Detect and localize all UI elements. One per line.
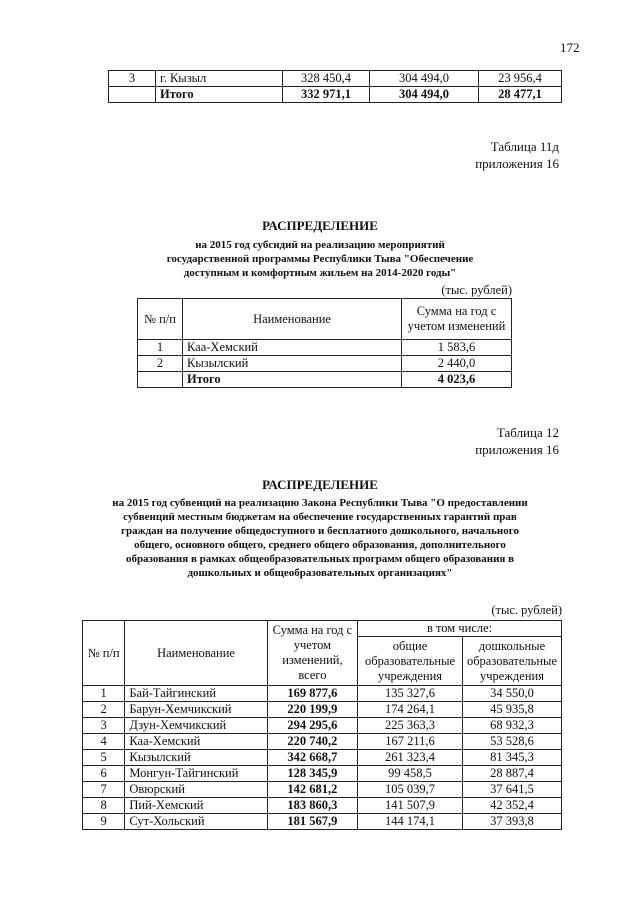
row-name: Каа-Хемский: [125, 734, 267, 750]
table-row: [83, 686, 562, 702]
row-sum: 1 583,6: [402, 340, 512, 356]
row-name: Кызылский: [183, 356, 402, 372]
subvention-table: [82, 620, 562, 830]
col-header-name: Наименование: [183, 299, 402, 340]
row-preschool: 37 393,8: [462, 814, 561, 830]
table-row: [83, 750, 562, 766]
row-preschool: 53 528,6: [462, 734, 561, 750]
table-header-row: [83, 621, 562, 637]
row-value: 23 956,4: [479, 71, 562, 87]
row-total: 220 740,2: [267, 734, 357, 750]
row-general: 141 507,9: [358, 798, 463, 814]
row-name: Бай-Тайгинский: [125, 686, 267, 702]
subtitle-line: дошкольных и общеобразовательных организациях": [187, 567, 453, 579]
table-row: [83, 766, 562, 782]
col-header-total: Сумма на год с учетом изменений, всего: [267, 621, 357, 686]
row-name: Каа-Хемский: [183, 340, 402, 356]
row-name: Дзун-Хемчикский: [125, 718, 267, 734]
row-preschool: 28 887,4: [462, 766, 561, 782]
row-preschool: 42 352,4: [462, 798, 561, 814]
subtitle-line: общего, основного общего, среднего общего образования, дополнительного: [134, 539, 506, 551]
section-heading: РАСПРЕДЕЛЕНИЕ: [262, 477, 378, 492]
row-num: 4: [83, 734, 125, 750]
row-sum: 2 440,0: [402, 356, 512, 372]
row-total: 142 681,2: [267, 782, 357, 798]
row-num: 7: [83, 782, 125, 798]
table-row: [83, 718, 562, 734]
row-num: 8: [83, 798, 125, 814]
unit-label: (тыс. рублей): [441, 283, 512, 297]
table-total-row: [138, 372, 512, 388]
section-subtitle: [0, 496, 640, 580]
row-value: 328 450,4: [283, 71, 370, 87]
row-total: 294 295,6: [267, 718, 357, 734]
row-preschool: 45 935,8: [462, 702, 561, 718]
subtitle-line: доступным и комфортным жильем на 2014-2020 годы": [183, 267, 457, 279]
row-value: 332 971,1: [283, 87, 370, 103]
row-name: Барун-Хемчикский: [125, 702, 267, 718]
table-row: [109, 71, 562, 87]
row-preschool: 81 345,3: [462, 750, 561, 766]
section-heading: РАСПРЕДЕЛЕНИЕ: [262, 218, 378, 233]
table-row: [83, 814, 562, 830]
table-caption: [475, 424, 559, 458]
row-num: 1: [138, 340, 183, 356]
row-name: Овюрский: [125, 782, 267, 798]
row-num: 3: [83, 718, 125, 734]
subtitle-line: субвенций местным бюджетам на обеспечение государственных гарантий прав: [123, 511, 517, 523]
table-header-row: [138, 299, 512, 340]
subtitle-line: граждан на получение общедоступного и бесплатного дошкольного, начального: [121, 525, 519, 537]
total-label: Итого: [183, 372, 402, 388]
col-header-sum: Сумма на год с учетом изменений: [402, 299, 512, 340]
table-caption: [475, 138, 559, 172]
row-preschool: 68 932,3: [462, 718, 561, 734]
row-name: Пий-Хемский: [125, 798, 267, 814]
table-row: [83, 798, 562, 814]
row-name: Кызылский: [125, 750, 267, 766]
table-row: [109, 87, 562, 103]
row-name: Сут-Хольский: [125, 814, 267, 830]
row-total: 128 345,9: [267, 766, 357, 782]
top-table: [108, 70, 562, 103]
col-header-general: общие образовательные учреждения: [358, 637, 463, 686]
row-preschool: 37 641,5: [462, 782, 561, 798]
caption-line: Таблица 11д: [490, 139, 559, 154]
caption-line: приложения 16: [475, 156, 559, 171]
row-general: 99 458,5: [358, 766, 463, 782]
row-general: 225 363,3: [358, 718, 463, 734]
col-header-preschool: дошкольные образовательные учреждения: [462, 637, 561, 686]
row-value: 28 477,1: [479, 87, 562, 103]
subtitle-line: на 2015 год субсидий на реализацию мероприятий: [195, 239, 445, 251]
page-number: 172: [560, 40, 580, 55]
subtitle-line: государственной программы Республики Тыва "Обеспечение: [166, 253, 474, 265]
table-row: [83, 702, 562, 718]
col-header-num: № п/п: [83, 621, 125, 686]
row-num: 9: [83, 814, 125, 830]
row-num: 3: [109, 71, 156, 87]
table-row: [138, 356, 512, 372]
row-general: 144 174,1: [358, 814, 463, 830]
row-num: 6: [83, 766, 125, 782]
row-num: 2: [138, 356, 183, 372]
row-num: 1: [83, 686, 125, 702]
section-subtitle: [0, 238, 640, 280]
row-total: 220 199,9: [267, 702, 357, 718]
row-num: [109, 87, 156, 103]
subsidy-table: [137, 298, 512, 388]
total-sum: 4 023,6: [402, 372, 512, 388]
col-header-including: в том числе:: [358, 621, 562, 637]
row-value: 304 494,0: [370, 87, 479, 103]
subtitle-line: на 2015 год субвенций на реализацию Закона Республики Тыва "О предоставлении: [112, 497, 528, 509]
row-total: 181 567,9: [267, 814, 357, 830]
row-num: 2: [83, 702, 125, 718]
row-general: 174 264,1: [358, 702, 463, 718]
subtitle-line: образования в рамках общеобразовательных программ общего образования в: [125, 553, 515, 565]
row-name: Монгун-Тайгинский: [125, 766, 267, 782]
col-header-num: № п/п: [138, 299, 183, 340]
table-row: [138, 340, 512, 356]
row-general: 167 211,6: [358, 734, 463, 750]
table-row: [83, 782, 562, 798]
row-name: Итого: [156, 87, 283, 103]
row-preschool: 34 550,0: [462, 686, 561, 702]
unit-label: (тыс. рублей): [491, 603, 562, 617]
caption-line: приложения 16: [475, 442, 559, 457]
col-header-name: Наименование: [125, 621, 267, 686]
caption-line: Таблица 12: [496, 425, 559, 440]
row-general: 261 323,4: [358, 750, 463, 766]
row-num: 5: [83, 750, 125, 766]
table-row: [83, 734, 562, 750]
row-name: г. Кызыл: [156, 71, 283, 87]
row-total: 169 877,6: [267, 686, 357, 702]
row-total: 183 860,3: [267, 798, 357, 814]
row-total: 342 668,7: [267, 750, 357, 766]
row-value: 304 494,0: [370, 71, 479, 87]
row-num: [138, 372, 183, 388]
row-general: 135 327,6: [358, 686, 463, 702]
row-general: 105 039,7: [358, 782, 463, 798]
